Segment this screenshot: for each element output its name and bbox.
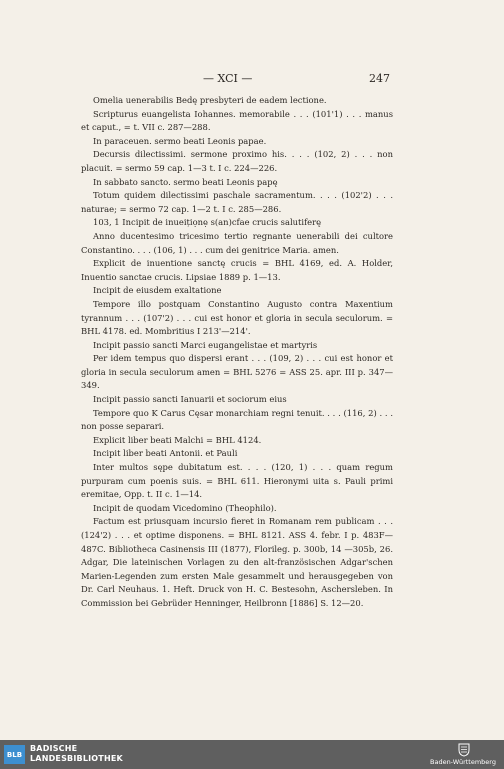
blb-logo[interactable]: BLB [4,745,25,764]
text-line: Incipit passio sancti Ianuarii et sociorum eius [93,394,287,405]
text-line: Tempore quo K Carus Cęsar monarchiam regni tenuit. . . . (116, 2) . . . non posse separari. [81,407,393,432]
text-line: Incipit liber beati Antonii. et Pauli [93,448,238,459]
text-line: Explicit de inuentione sanctę crucis = BHL 4169, ed. A. Holder, Inuentio sanctae crucis. Lipsiae 1889 p. 1—13. [81,258,393,282]
text-line: In paraceuen. sermo beati Leonis papae. [93,135,267,146]
text-line: Incipit de quodam Vicedomino (Theophilo). [93,502,277,513]
text-line: Anno ducentesimo tricesimo tertio regnante uenerabili dei cultore Constantino. . . . (106, 1) . . . cum dei genitrice Maria. amen. [81,230,393,255]
text-line: Factum est priusquam incursio fieret in Romanam rem publicam . . . (124'2) . . . et optime disponens. = BHL 8121. ASS 4. febr. I p. 483F—487C. Bibliotheca Casinensis III (1877), Florileg. p. 300b, 14 —305b, 26. Adgar, Die lateinischen Vorlagen zu den alt-französischen Adgar'schen Marien-Legenden zum ersten Male gesammelt und herausgegeben von Dr. Carl Neuhaus. 1. Heft. Druck von H. C. Bestesohn, Aschersleben. In Commission bei Gebrüder Henninger, Heilbronn [1886] S. 12—20. [81,516,393,608]
text-line: Incipit passio sancti Marci eugangelistae et martyris [93,339,318,350]
library-name-line2: LANDESBIBLIOTHEK [30,754,123,763]
text-line: Per idem tempus quo dispersi erant . . . (109, 2) . . . cui est honor et gloria in secula seculorum amen = BHL 5276 = ASS 25. apr. III p. 347—349. [81,353,393,391]
text-line: Omelia uenerabilis Bedę presbyteri de eadem lectione. [93,95,327,105]
text-line: Decursis dilectissimi. sermone proximo his. . . . (102, 2) . . . non placuit. = sermo 59 cap. 1—3 t. I c. 224—226. [81,149,393,173]
text-line: Incipit de eiusdem exaltatione [93,285,222,296]
text-line: In sabbato sancto. sermo beati Leonis papę [93,176,278,187]
body-text [81,94,393,611]
library-name [30,744,123,764]
text-line: Scripturus euangelista Iohannes. memorabile . . . (101'1) . . . manus et caput., = t. VII c. 287—288. [81,108,393,133]
library-name-line1: BADISCHE [30,744,78,753]
page-number: 247 [369,72,390,85]
running-head-center: — XCI — [203,72,253,85]
coat-of-arms-icon [458,743,470,757]
text-line: Explicit liber beati Malchi = BHL 4124. [93,434,262,445]
partner-name: Baden-Württemberg [430,758,496,766]
library-footer [0,740,504,769]
text-line: 103, 1 Incipit de inueițiọnẹ s(an)cfae crucis salutiferę [93,217,322,228]
text-line: Inter multos sępe dubitatum est. . . . (120, 1) . . . quam regum purpuram cum poenis suis. = BHL 611. Hieronymi uita s. Pauli primi eremitae, Opp. t. II c. 1—14. [81,462,393,500]
text-line: Tempore illo postquam Constantino Augusto contra Maxentium tyrannum . . . (107'2) . . . cui est honor et gloria in secula seculorum. = BHL 4178. ed. Mombritius I 213'—214'. [81,298,393,337]
running-head [0,72,504,88]
text-line: Totum quidem dilectissimi paschale sacramentum. . . . (102'2) . . . naturae; = sermo 72 cap. 1—2 t. I c. 285—286. [81,190,393,214]
